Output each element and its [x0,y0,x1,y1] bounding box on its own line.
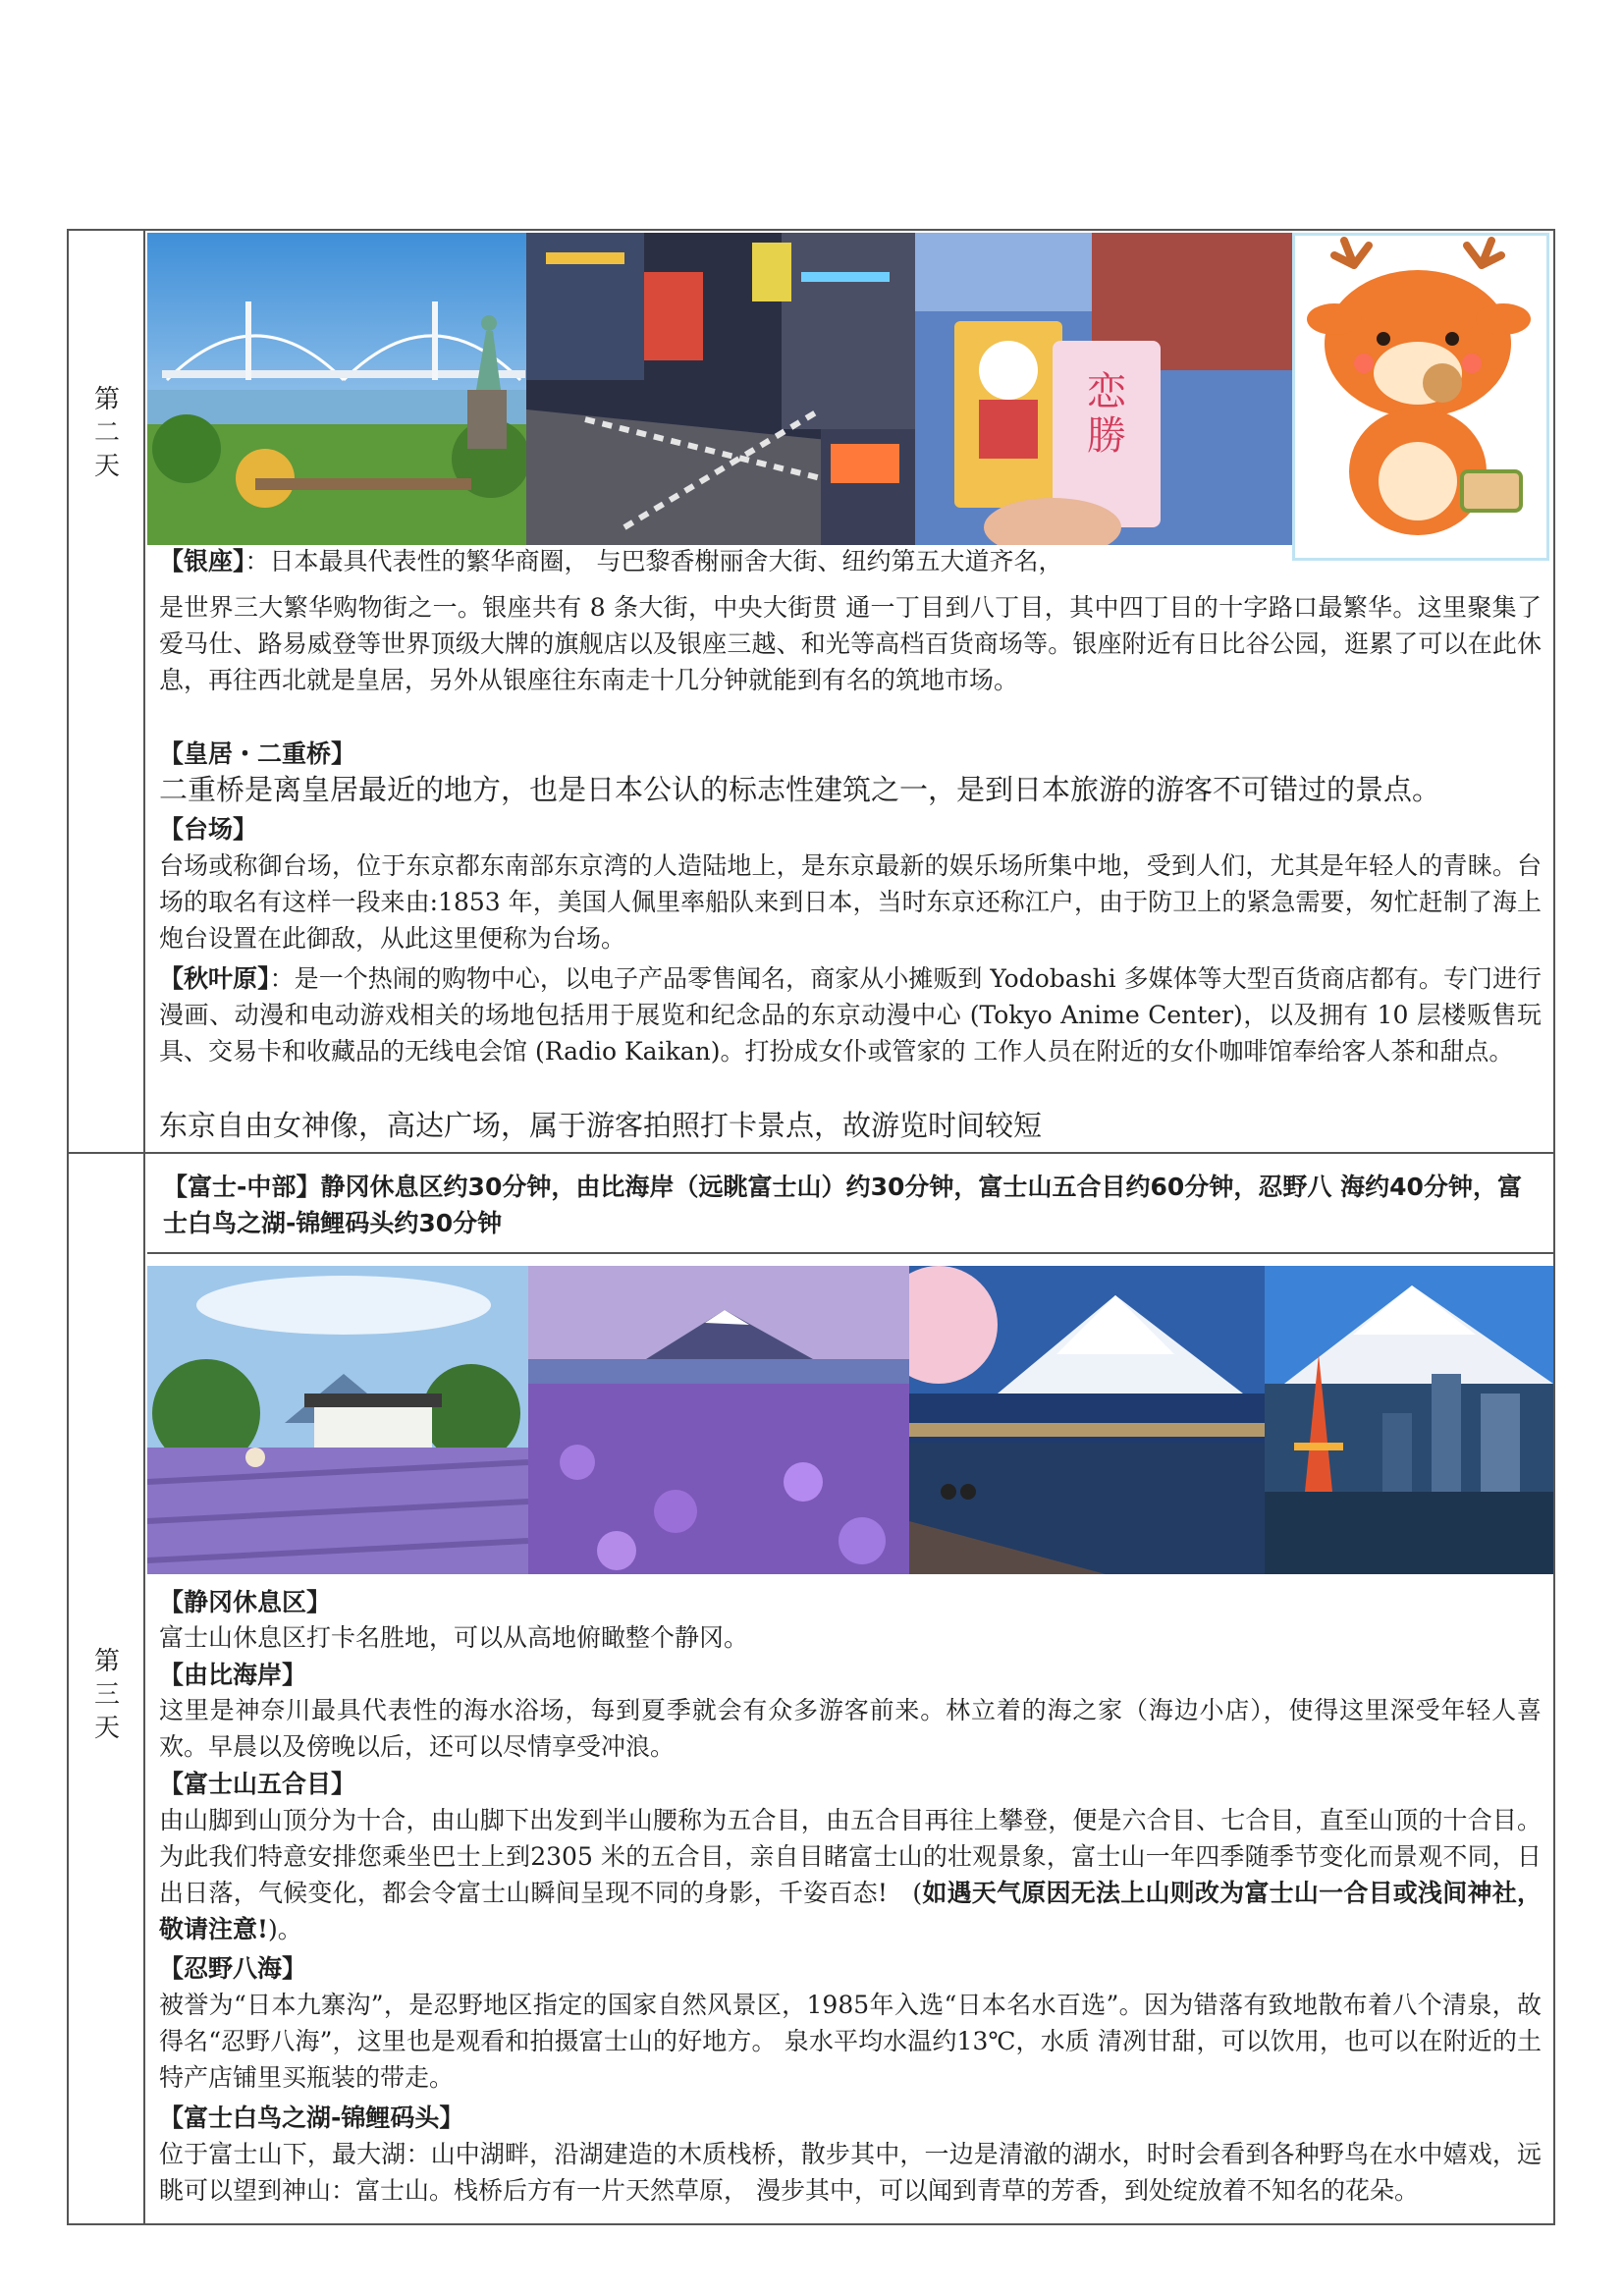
cartoon-deer-sticker [1292,233,1549,561]
day3-itinerary: 【富士-中部】静冈休息区约30分钟，由比海岸（远眺富士山）约30分钟，富士山五合目约60分钟，忍野八 海约40分钟，富士白鸟之湖-锦鲤码头约30分钟 [163,1173,1522,1237]
liberty-text: 东京自由女神像，高达广场，属于游客拍照打卡景点，故游览时间较短 [159,1109,1043,1142]
odaiba-statue-of-liberty-photo [147,233,526,545]
lucky-cat-omamori-photo [915,233,1292,545]
kokyo-text: 二重桥是离皇居最近的地方，也是日本公认的标志性建筑之一，是到日本旅游的游客不可错过的景点。 [159,773,1441,806]
ginza-paragraph-2: 是世界三大繁华购物街之一。银座共有 8 条大街，中央大街贯 通一丁目到八丁目，其中四丁目的十字路口最繁华。这里聚集了爱马仕、路易威登等世界顶级大牌的旗舰店以及银座三越、和光等高档百货商场等。银座附近有日比谷公园，逛累了可以在此休息，再往西北就是皇居，另外从银座往东南走十几分钟就能到有名的筑地市场。 [159,593,1542,694]
fuji-lakeside-night-photo [909,1266,1265,1574]
day2-label-cell [69,231,145,1154]
itinerary-divider [147,1252,1553,1254]
fuji-lavender-field-photo [147,1266,528,1574]
svg-text:勝: 勝 [1087,413,1126,459]
svg-text:恋: 恋 [1087,369,1126,414]
shizuoka-heading: 【静冈休息区】 [159,1588,332,1616]
shizuoka-text: 富士山休息区打卡名胜地，可以从高地俯瞰整个静冈。 [159,1623,749,1652]
shibuya-crossing-photo [526,233,915,545]
day2-label: 第 二 天 [93,385,120,481]
fuji-tokyo-tower-photo [1265,1266,1553,1574]
yui-text: 这里是神奈川最具代表性的海水浴场，每到夏季就会有众多游客前来。林立着的海之家（海边小店），使得这里深受年轻人喜欢。早晨以及傍晚以后，还可以尽情享受冲浪。 [159,1696,1542,1761]
swan-lake-text: 位于富士山下，最大湖：山中湖畔，沿湖建造的木质栈桥，散步其中，一边是清澈的湖水，时时会看到各种野鸟在水中嬉戏，远眺可以望到神山：富士山。栈桥后方有一片天然草原， 漫步其中，可以闻到青草的芳香，到处绽放着不知名的花朵。 [159,2140,1542,2205]
day3-label-cell [69,1154,145,2223]
swan-lake-heading: 【富士白鸟之湖-锦鲤码头】 [159,2104,464,2132]
akiba-paragraph [147,960,1542,1069]
itinerary-table [67,229,1555,2225]
yui-heading: 【由比海岸】 [159,1661,307,1689]
gogome-end: )。 [267,1915,302,1943]
gogome-heading: 【富士山五合目】 [159,1770,356,1798]
gogome-paragraph [147,1802,1542,1947]
day2-photo-row [147,233,1553,547]
oshino-heading: 【忍野八海】 [159,1954,307,1983]
fuji-lake-flowers-photo [528,1266,909,1574]
odaiba-text: 台场或称御台场，位于东京都东南部东京湾的人造陆地上，是东京最新的娱乐场所集中地，受到人们，尤其是年轻人的青睐。台场的取名有这样一段来由:1853 年，美国人佩里率船队来到日本，当时东京还称江户，由于防卫上的紧急需要，匆忙赶制了海上炮台设置在此御敌，从此这里便称为台场。 [159,851,1542,953]
day3-label: 第 三 天 [93,1647,120,1743]
day3-photo-row [147,1266,1553,1580]
ginza-heading: 【银座】 [159,547,245,575]
day-divider [69,1152,1553,1154]
akiba-text: ：是一个热闹的购物中心，以电子产品零售闻名，商家从小摊贩到 Yodobashi 多媒体等大型百货商店都有。专门进行漫画、动漫和电动游戏相关的场地包括用于展览和纪念品的东京动漫中心 (Tokyo Anime Center)，以及拥有 10 层楼贩售玩具、交易卡和收藏品的无线电会馆 (Radio Kaikan)。打扮成女仆或管家的 工作人员在附近的女仆咖啡馆奉给客人茶和甜点。 [159,964,1542,1066]
odaiba-heading: 【台场】 [159,815,258,844]
gogome-note: 如遇天气原因无法上山则改为富士山一合目或浅间神社，敬请注意! [159,1879,1542,1943]
akiba-heading: 【秋叶原】 [159,964,270,993]
kokyo-heading: 【皇居・二重桥】 [159,739,356,768]
oshino-text: 被誉为“日本九寨沟”，是忍野地区指定的国家自然风景区，1985年入选“日本名水百选”。因为错落有致地散布着八个清泉，故得名“忍野八海”，这里也是观看和拍摄富士山的好地方。 泉水平均水温约13℃，水质 清冽甘甜，可以饮用，也可以在附近的土特产店铺里买瓶装的带走。 [159,1991,1542,2092]
ginza-intro: ：日本最具代表性的繁华商圈， 与巴黎香榭丽舍大街、纽约第五大道齐名， [244,547,1063,575]
gogome-text: 由山脚到山顶分为十合，由山脚下出发到半山腰称为五合目，由五合目再往上攀登，便是六合目、七合目，直至山顶的十合目。为此我们特意安排您乘坐巴士上到2305 米的五合目，亲自目睹富士山的壮观景象，富士山一年四季随季节变化而景观不同，日出日落，气候变化，都会令富士山瞬间呈现不同的身影，千姿百态! ( [159,1806,1542,1907]
ginza-paragraph-1 [147,543,1542,579]
